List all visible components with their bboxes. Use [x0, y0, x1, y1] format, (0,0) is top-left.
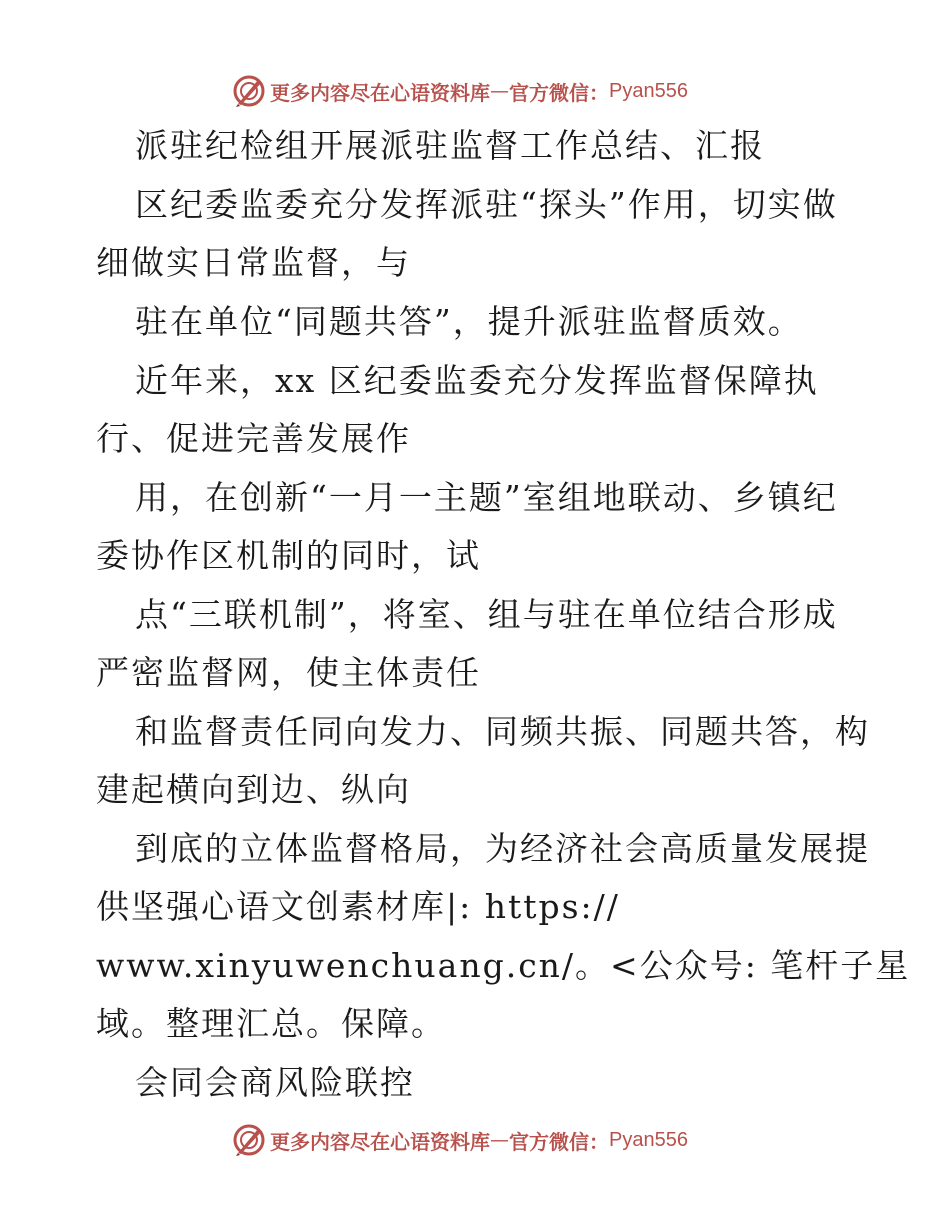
watermark-wechat-label: 官方微信： — [509, 1129, 609, 1154]
text-line: 和监督责任同向发力、同频共振、同题共答，构 — [135, 712, 870, 751]
watermark-separator: — — [490, 1129, 509, 1151]
watermark-wechat-label: 官方微信： — [509, 80, 609, 105]
text-line: 点“三联机制”，将室、组与驻在单位结合形成 — [135, 595, 838, 634]
text-line: 建起横向到边、纵向 — [96, 770, 411, 809]
watermark-footer — [232, 1120, 688, 1160]
document-title: 派驻纪检组开展派驻监督工作总结、汇报 — [135, 126, 765, 165]
text-line: 细做实日常监督，与 — [96, 243, 411, 282]
text-line: 供坚强心语文创素材库|: https:// — [96, 887, 620, 926]
pen-logo-icon — [232, 74, 266, 108]
text-line: 严密监督网，使主体责任 — [96, 653, 481, 692]
watermark-wechat-id: Pyan556 — [609, 1128, 688, 1151]
text-line: 区纪委监委充分发挥派驻“探头”作用，切实做 — [135, 185, 838, 224]
text-line: 用，在创新“一月一主题”室组地联动、乡镇纪 — [135, 478, 838, 517]
watermark-header — [232, 71, 688, 111]
watermark-text: 更多内容尽在心语资料库 — [270, 80, 490, 105]
watermark-text: 更多内容尽在心语资料库 — [270, 1129, 490, 1154]
pen-logo-icon — [232, 1123, 266, 1157]
text-line: 近年来，xx 区纪委监委充分发挥监督保障执 — [135, 361, 819, 400]
text-line: 到底的立体监督格局，为经济社会高质量发展提 — [135, 829, 870, 868]
watermark-wechat-id: Pyan556 — [609, 79, 688, 102]
text-line: www.xinyuwenchuang.cn/。<公众号: 笔杆子星 — [96, 946, 911, 985]
text-line: 会同会商风险联控 — [135, 1063, 415, 1102]
text-line: 委协作区机制的同时，试 — [96, 536, 481, 575]
watermark-separator: — — [490, 80, 509, 102]
text-line: 行、促进完善发展作 — [96, 419, 411, 458]
text-line: 驻在单位“同题共答”，提升派驻监督质效。 — [135, 302, 803, 341]
text-line: 域。整理汇总。保障。 — [96, 1004, 446, 1043]
